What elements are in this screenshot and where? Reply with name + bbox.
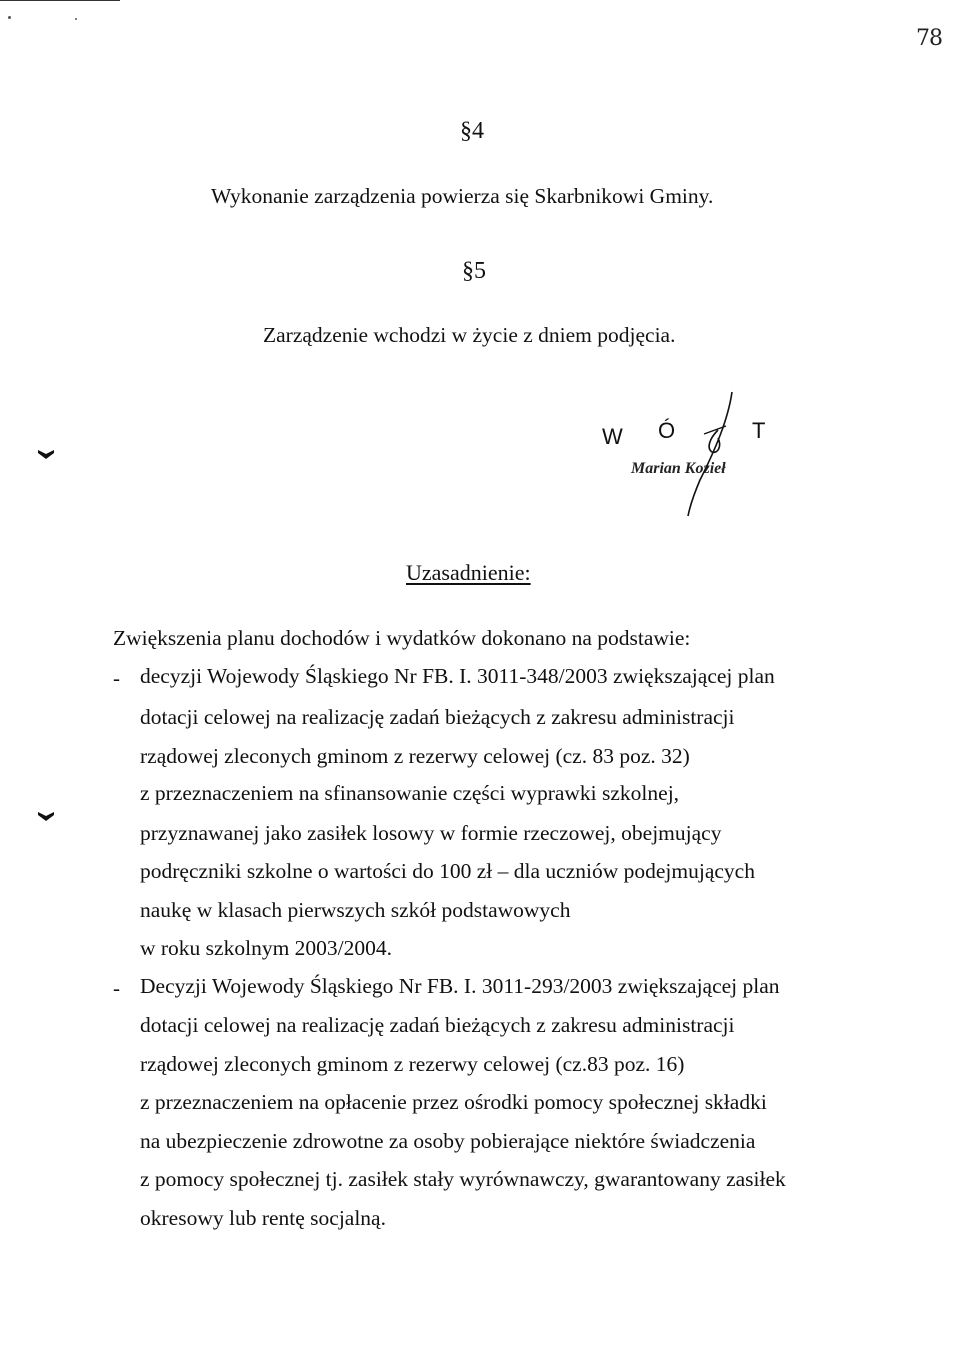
list-item-line: na ubezpieczenie zdrowotne za osoby pobierające niektóre świadczenia	[140, 1129, 756, 1153]
handwritten-signature	[670, 390, 750, 520]
signatory-name: Marian Kozieł	[631, 460, 726, 477]
list-bullet: -	[113, 666, 120, 690]
section-mark-5: §5	[462, 258, 486, 284]
list-item-line: okresowy lub rentę socjalną.	[140, 1206, 386, 1230]
section-4-text: Wykonanie zarządzenia powierza się Skarbnikowi Gminy.	[211, 184, 714, 208]
list-item-line: z przeznaczeniem na opłacenie przez ośrodki pomocy społecznej składki	[140, 1090, 767, 1114]
stamp-letter: W	[602, 424, 623, 449]
binder-mark	[38, 812, 54, 821]
list-item-line: przyznawanej jako zasiłek losowy w formie rzeczowej, obejmujący	[140, 821, 722, 845]
list-item-line: podręczniki szkolne o wartości do 100 zł – dla uczniów podejmujących	[140, 859, 755, 883]
section-5-text: Zarządzenie wchodzi w życie z dniem podjęcia.	[263, 323, 676, 347]
list-item-line: rządowej zleconych gminom z rezerwy celowej (cz. 83 poz. 32)	[140, 744, 690, 768]
list-item-line: dotacji celowej na realizację zadań bieżących z zakresu administracji	[140, 705, 735, 729]
list-item-line: z pomocy społecznej tj. zasiłek stały wyrównawczy, gwarantowany zasiłek	[140, 1167, 786, 1191]
scan-speck	[8, 16, 11, 19]
stamp-letter: Ó	[658, 418, 676, 443]
binder-mark	[38, 450, 54, 459]
list-item-line: decyzji Wojewody Śląskiego Nr FB. I. 3011-348/2003 zwiększającej plan	[140, 664, 775, 688]
section-mark-4: §4	[460, 118, 484, 144]
list-item-line: w roku szkolnym 2003/2004.	[140, 936, 393, 960]
list-bullet: -	[113, 976, 120, 1000]
stamp-letter: T	[752, 418, 766, 443]
list-item-line: naukę w klasach pierwszych szkół podstawowych	[140, 898, 571, 922]
scan-edge-line	[0, 0, 120, 1]
justification-heading: Uzasadnienie:	[406, 560, 531, 585]
list-item-line: Decyzji Wojewody Śląskiego Nr FB. I. 3011-293/2003 zwiększającej plan	[140, 974, 780, 998]
justification-intro: Zwiększenia planu dochodów i wydatków dokonano na podstawie:	[113, 626, 691, 650]
page-number: 78	[916, 26, 942, 51]
list-item-line: rządowej zleconych gminom z rezerwy celowej (cz.83 poz. 16)	[140, 1052, 685, 1076]
list-item-line: z przeznaczeniem na sfinansowanie części wyprawki szkolnej,	[140, 781, 680, 805]
scan-speck	[75, 18, 77, 20]
list-item-line: dotacji celowej na realizację zadań bieżących z zakresu administracji	[140, 1013, 735, 1037]
